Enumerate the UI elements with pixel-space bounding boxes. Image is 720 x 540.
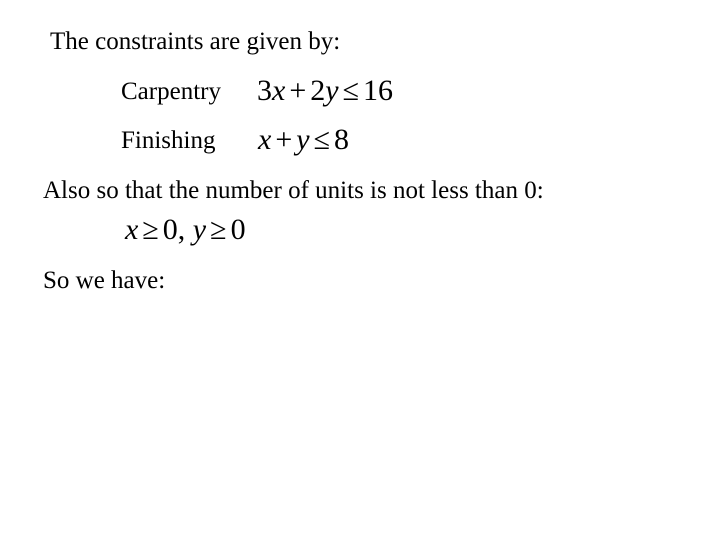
nonneg-var-y: y (192, 213, 207, 246)
finishing-plus: + (275, 123, 293, 156)
closing-statement: So we have: (43, 267, 166, 294)
carpentry-constraint (257, 76, 393, 106)
finishing-var-x: x (258, 123, 272, 156)
carpentry-rhs: 16 (363, 74, 394, 107)
slide-heading: The constraints are given by: (50, 28, 341, 55)
nonneg-value-x: 0 (162, 213, 178, 246)
nonneg-relation-y: ≥ (210, 213, 227, 246)
carpentry-label: Carpentry (121, 78, 221, 105)
finishing-label: Finishing (121, 127, 216, 154)
finishing-relation: ≤ (313, 123, 331, 156)
nonneg-separator: , (177, 213, 186, 246)
carpentry-coef-y: 2 (310, 74, 326, 107)
finishing-constraint (258, 125, 349, 155)
carpentry-relation: ≤ (342, 74, 360, 107)
finishing-rhs: 8 (334, 123, 350, 156)
carpentry-var-y: y (325, 74, 339, 107)
nonnegativity-constraint (125, 215, 246, 245)
carpentry-var-x: x (272, 74, 286, 107)
carpentry-coef-x: 3 (257, 74, 272, 107)
nonneg-relation-x: ≥ (142, 213, 159, 246)
nonneg-var-x: x (125, 213, 139, 246)
nonneg-value-y: 0 (230, 213, 246, 246)
finishing-var-y: y (296, 123, 310, 156)
carpentry-plus: + (289, 74, 307, 107)
nonnegativity-statement: Also so that the number of units is not less than 0: (43, 177, 544, 204)
